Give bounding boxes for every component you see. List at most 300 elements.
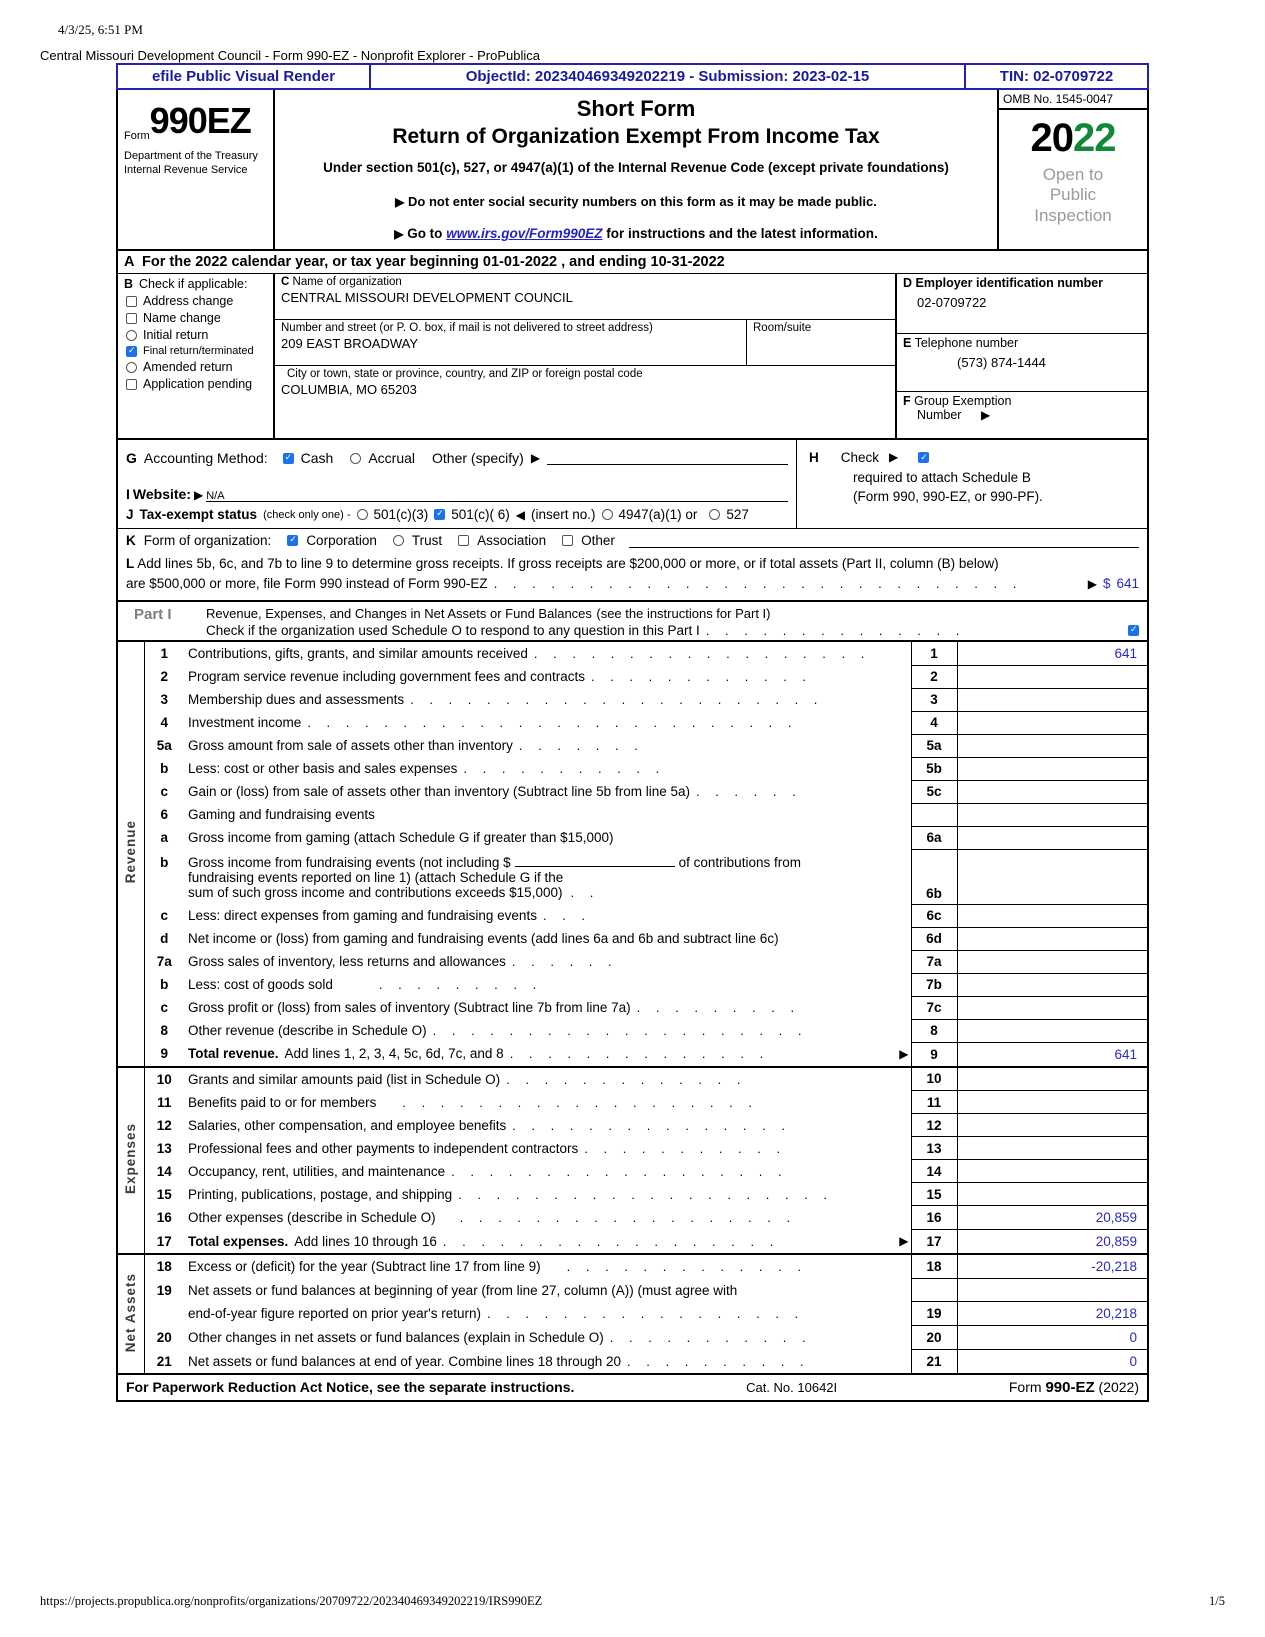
goto-prefix: Go to: [407, 226, 443, 241]
tax-year: [999, 110, 1147, 161]
line-5a-input[interactable]: [957, 734, 1147, 757]
section-b-letter: B: [124, 277, 134, 291]
section-l-line2: are $500,000 or more, file Form 990 instead of Form 990-EZ: [126, 576, 488, 592]
line-19-box: 19: [911, 1302, 957, 1326]
form-subtitle-section: Under section 501(c), 527, or 4947(a)(1) of the Internal Revenue Code (except private foundations): [323, 160, 949, 175]
line-16-amount[interactable]: 20,859: [957, 1206, 1147, 1230]
grp-label-row-2: [903, 408, 1141, 422]
footer-form-bold: 990-EZ: [1045, 1379, 1095, 1396]
address-change-label: Address change: [143, 294, 234, 308]
schedule-o-checkbox[interactable]: [1128, 625, 1139, 636]
table-row: [118, 1019, 1147, 1042]
ein-cell: [897, 274, 1147, 334]
section-h-line2: required to attach Schedule B: [853, 469, 1031, 485]
line-6d-amount[interactable]: [957, 927, 1147, 950]
line-3-desc: [184, 688, 911, 711]
line-6b-text-2: of contributions from: [678, 855, 801, 870]
section-l-dots: . . . . . . . . . . . . . . . . . . . . . . . . . . . .: [493, 576, 1023, 592]
section-ghij-left: [118, 440, 797, 528]
line-5c-desc: [184, 780, 911, 803]
table-row: [118, 803, 1147, 826]
open-to-label: Open to: [1042, 165, 1104, 184]
line-14-dots: . . . . . . . . . . . . . . . . . .: [451, 1163, 788, 1179]
table-row: [118, 1255, 1147, 1279]
form-title-block: [275, 90, 997, 249]
org-association-box[interactable]: [458, 535, 469, 546]
line-18-box: 18: [911, 1255, 957, 1279]
revenue-section: [118, 642, 1147, 1068]
line-2-dots: . . . . . . . . . . . .: [590, 669, 813, 684]
line-6c-no: c: [160, 908, 168, 923]
section-k-letter: K: [126, 533, 136, 548]
table-row: [118, 904, 1147, 927]
line-6b-desc: [184, 849, 911, 904]
part-i-title: Revenue, Expenses, and Changes in Net Assets or Fund Balances: [206, 605, 592, 621]
ein-label-row: [903, 276, 1141, 290]
section-l-value: 641: [1116, 576, 1139, 592]
line-19-box-spacer: [911, 1279, 957, 1302]
status-501c3-box[interactable]: [357, 509, 368, 520]
schedule-o-dots: . . . . . . . . . . . . . .: [705, 622, 966, 638]
cat-number: Cat. No. 10642I: [746, 1380, 838, 1395]
ein-label: Employer identification number: [915, 276, 1104, 290]
line-7b-desc: [184, 973, 911, 996]
line-3-no: 3: [160, 692, 168, 707]
line-8-no: 8: [160, 1023, 168, 1038]
line-6b-text-1: Gross income from fundraising events (not including $: [188, 855, 511, 870]
line-7c-dots: . . . . . . . . .: [636, 1000, 801, 1015]
org-other-input[interactable]: [629, 534, 1139, 548]
tel-label-row: [903, 336, 1141, 350]
line-7b-text: Less: cost of goods sold: [188, 977, 333, 992]
omb-year-block: [997, 90, 1147, 249]
table-row: [118, 1206, 1147, 1230]
triangle-right-icon-2: ▶: [394, 227, 404, 241]
efile-tin: TIN: 02-0709722: [964, 63, 1149, 90]
line-11-desc: [184, 1091, 911, 1114]
triangle-right-icon: ▶: [395, 195, 405, 209]
status-4947a1-label: 4947(a)(1) or: [618, 507, 698, 522]
line-11-text: Benefits paid to or for members: [188, 1094, 377, 1110]
line-6a-input[interactable]: [957, 826, 1147, 849]
section-k-form-of-organization: [118, 529, 1147, 552]
goto-suffix: for instructions and the latest information.: [606, 226, 878, 241]
line-6c-input[interactable]: [957, 904, 1147, 927]
line-6b-inline-input[interactable]: [515, 853, 675, 867]
schedule-o-row: [206, 623, 1139, 638]
part-i-header: [118, 602, 1147, 642]
line-3-dots: . . . . . . . . . . . . . . . . . . . . . .: [410, 692, 824, 707]
open-to-public-inspection: [999, 161, 1147, 232]
tax-year-second-half: 22: [1073, 116, 1116, 160]
line-17-desc: [184, 1230, 911, 1254]
section-h-letter: H: [809, 450, 819, 465]
checkbox-name-change[interactable]: [126, 311, 267, 325]
group-exemption-cell: [897, 392, 1147, 438]
line-7c-text: Gross profit or (loss) from sales of inventory (Subtract line 7b from line 7a): [188, 1000, 631, 1015]
inspection-label: Inspection: [1034, 205, 1112, 225]
line-5a-text: Gross amount from sale of assets other than inventory: [188, 738, 513, 753]
line-5a-dots: . . . . . . .: [518, 738, 644, 753]
line-17-text-rest: Add lines 10 through 16: [294, 1233, 437, 1249]
triangle-right-icon-5: ▶: [193, 488, 204, 502]
line-6a-no: a: [160, 830, 168, 845]
line-18-desc: [184, 1255, 911, 1279]
org-street-value: 209 EAST BROADWAY: [281, 336, 419, 351]
status-501c6-label: 501(c)( 6): [451, 507, 510, 522]
final-return-label: Final return/terminated: [143, 345, 254, 357]
form-note-goto: [283, 226, 989, 241]
line-5c-no: c: [160, 784, 168, 799]
revenue-caption: Revenue: [118, 642, 144, 1066]
name-change-box[interactable]: [126, 313, 137, 324]
line-5a-sublabel: 5a: [911, 734, 957, 757]
form-note-ssn-text: Do not enter social security numbers on this form as it may be made public.: [408, 194, 877, 209]
efile-render-label: efile Public Visual Render: [116, 63, 371, 90]
org-trust-box[interactable]: [393, 535, 404, 546]
org-street-label: Number and street (or P. O. box, if mail is not delivered to street address): [281, 322, 653, 334]
line-15-dots: . . . . . . . . . . . . . . . . . . . .: [458, 1186, 834, 1202]
line-4-desc: [184, 711, 911, 734]
line-17-text-bold: Total expenses.: [188, 1233, 289, 1249]
line-7c-amount[interactable]: [957, 996, 1147, 1019]
table-row: [118, 734, 1147, 757]
org-street-left: [275, 320, 747, 365]
org-room-label: Room/suite: [753, 322, 812, 334]
line-7a-sublabel: 7a: [911, 950, 957, 973]
line-7b-input[interactable]: [957, 973, 1147, 996]
website-value-wrap[interactable]: [206, 486, 788, 502]
line-8-desc: [184, 1019, 911, 1042]
part-i-label: Part I: [134, 605, 172, 623]
line-19-desc-a: Net assets or fund balances at beginning of year (from line 27, column (A)) (must agree with: [188, 1282, 738, 1298]
status-501c3-label: 501(c)(3): [373, 507, 429, 522]
line-12-dots: . . . . . . . . . . . . . . .: [512, 1117, 791, 1133]
org-corporation-label: Corporation: [306, 533, 377, 548]
org-name-cell: [275, 274, 895, 320]
table-row: [118, 1350, 1147, 1374]
table-row: [118, 1279, 1147, 1302]
checkbox-final-return[interactable]: [126, 345, 267, 357]
line-12-no: 12: [156, 1117, 172, 1133]
section-b-checkboxes: [118, 274, 275, 438]
address-change-box[interactable]: [126, 296, 137, 307]
triangle-right-icon-9: ▶: [899, 1234, 909, 1249]
line-2-amount[interactable]: [957, 665, 1147, 688]
line-6b-no: b: [160, 855, 169, 870]
org-name-label-row: [281, 276, 889, 288]
line-10-dots: . . . . . . . . . . . . .: [506, 1071, 747, 1087]
line-11-dots: . . . . . . . . . . . . . . . . . . .: [402, 1094, 758, 1110]
line-5b-dots: . . . . . . . . . . .: [463, 761, 666, 776]
line-9-no: 9: [160, 1046, 168, 1062]
form-body: [116, 90, 1149, 1402]
checkbox-address-change[interactable]: [126, 294, 267, 308]
line-21-desc: [184, 1350, 911, 1374]
line-19-no-blank: [144, 1302, 184, 1326]
section-i-label: Website:: [132, 486, 191, 502]
line-20-dots: . . . . . . . . . . .: [609, 1330, 812, 1345]
table-row: [118, 1326, 1147, 1350]
section-j-letter: J: [126, 507, 134, 522]
table-row: [118, 665, 1147, 688]
line-6d-no: d: [160, 931, 169, 946]
tel-label: Telephone number: [914, 336, 1019, 350]
line-19-amount[interactable]: 20,218: [957, 1302, 1147, 1326]
line-14-box: 14: [911, 1160, 957, 1183]
line-4-dots: . . . . . . . . . . . . . . . . . . . . . . . . . .: [307, 715, 798, 730]
table-row: [118, 1183, 1147, 1206]
line-5b-input[interactable]: [957, 757, 1147, 780]
line-6-amount: [957, 803, 1147, 826]
line-7b-sublabel: 7b: [911, 973, 957, 996]
section-j-tax-exempt-status: [126, 502, 788, 525]
section-def-block: [897, 274, 1147, 438]
final-return-box[interactable]: [126, 346, 137, 357]
line-6a-sublabel: 6a: [911, 826, 957, 849]
section-k-label: Form of organization:: [143, 533, 272, 548]
line-18-amount[interactable]: -20,218: [957, 1255, 1147, 1279]
line-7c-no: c: [160, 1000, 168, 1015]
table-row: [118, 780, 1147, 803]
line-6b-text-3: fundraising events reported on line 1) (attach Schedule G if the: [188, 870, 564, 885]
line-10-box: 10: [911, 1068, 957, 1091]
table-row: [118, 826, 1147, 849]
line-16-dots: . . . . . . . . . . . . . . . . . .: [459, 1210, 797, 1225]
print-doc-title: Central Missouri Development Council - Form 990-EZ - Nonprofit Explorer - ProPublica: [40, 48, 540, 63]
status-4947a1-box[interactable]: [602, 509, 613, 520]
line-1-amount[interactable]: 641: [957, 642, 1147, 666]
print-page-number: 1/5: [1209, 1594, 1225, 1608]
section-b-title: Check if applicable:: [139, 277, 248, 291]
section-c-organization: [275, 274, 897, 438]
line-9-amount[interactable]: 641: [1114, 1046, 1137, 1062]
line-8-amount[interactable]: [957, 1019, 1147, 1042]
section-j-label: Tax-exempt status: [139, 507, 258, 522]
form-title-return: Return of Organization Exempt From Income Tax: [392, 125, 880, 148]
table-row: [118, 1091, 1147, 1114]
line-7a-no: 7a: [156, 954, 172, 969]
browser-print-footer: [40, 1594, 1225, 1609]
line-2-no: 2: [160, 669, 168, 684]
line-21-box: 21: [911, 1350, 957, 1374]
irs-form990ez-link[interactable]: www.irs.gov/Form990EZ: [446, 226, 603, 241]
org-street-cell: [275, 320, 895, 366]
section-l-line1: Add lines 5b, 6c, and 7b to line 9 to determine gross receipts. If gross receipts are $200,000 or more, or if total assets (Part II, column (B) below): [137, 556, 999, 571]
revenue-table: [118, 642, 1147, 1066]
table-row: [118, 1068, 1147, 1091]
section-f-letter: F: [903, 394, 911, 408]
section-g-accounting-method: [126, 446, 788, 468]
line-17-no: 17: [156, 1233, 172, 1249]
line-9-dots: . . . . . . . . . . . . . .: [509, 1046, 770, 1062]
org-name-label: Name of organization: [292, 276, 402, 288]
line-13-box: 13: [911, 1137, 957, 1160]
line-7c-box: 7c: [911, 996, 957, 1019]
line-20-text: Other changes in net assets or fund balances (explain in Schedule O): [188, 1330, 604, 1345]
table-row: [118, 642, 1147, 666]
line-7b-dots: . . . . . . . . .: [378, 977, 543, 992]
table-row: [118, 1114, 1147, 1137]
section-h-check-label: Check: [840, 450, 880, 465]
status-501c6-box[interactable]: [434, 509, 445, 520]
line-10-amount[interactable]: [957, 1068, 1147, 1091]
line-8-box: 8: [911, 1019, 957, 1042]
line-4-box: 4: [911, 711, 957, 734]
line-4-amount[interactable]: [957, 711, 1147, 734]
insert-no-label: (insert no.): [531, 507, 596, 522]
line-12-box: 12: [911, 1114, 957, 1137]
line-11-amount[interactable]: [957, 1091, 1147, 1114]
line-4-text: Investment income: [188, 715, 302, 730]
line-20-desc: [184, 1326, 911, 1350]
line-6b-input[interactable]: [957, 849, 1147, 904]
line-5b-desc: [184, 757, 911, 780]
table-row: [118, 1160, 1147, 1183]
line-10-text: Grants and similar amounts paid (list in Schedule O): [188, 1071, 501, 1087]
line-15-amount[interactable]: [957, 1183, 1147, 1206]
section-c-letter: C: [281, 276, 290, 288]
line-2-box: 2: [911, 665, 957, 688]
org-city-value: COLUMBIA, MO 65203: [281, 382, 417, 397]
line-14-amount[interactable]: [957, 1160, 1147, 1183]
table-row: [118, 849, 1147, 904]
grp-label-row: [903, 394, 1141, 408]
section-a-letter: A: [124, 254, 135, 270]
line-17-dots: . . . . . . . . . . . . . . . . . .: [442, 1233, 780, 1249]
checkbox-amended-return[interactable]: [126, 360, 267, 374]
line-5c-box: 5c: [911, 780, 957, 803]
line-21-no: 21: [156, 1353, 172, 1369]
line-1-no: 1: [160, 645, 168, 661]
line-15-box: 15: [911, 1183, 957, 1206]
line-7a-text: Gross sales of inventory, less returns and allowances: [188, 954, 506, 969]
table-row: [118, 1302, 1147, 1326]
form-footer: [118, 1375, 1147, 1400]
line-17-amount[interactable]: 20,859: [1095, 1234, 1137, 1249]
triangle-right-icon-4: ▶: [530, 451, 541, 465]
triangle-right-icon-8: ▶: [899, 1046, 909, 1061]
section-l-letter: L: [126, 556, 135, 571]
line-7c-desc: [184, 996, 911, 1019]
initial-return-box[interactable]: [126, 330, 137, 341]
section-d-letter: D: [903, 276, 913, 290]
line-7a-input[interactable]: [957, 950, 1147, 973]
line-5b-sublabel: 5b: [911, 757, 957, 780]
line-17-box: 17: [911, 1230, 957, 1254]
status-527-box[interactable]: [709, 509, 720, 520]
grp-label-1: Group Exemption: [914, 394, 1012, 408]
line-12-desc: [184, 1114, 911, 1137]
tel-value: (573) 874-1444: [957, 355, 1046, 370]
line-2-text: Program service revenue including government fees and contracts: [188, 669, 585, 684]
application-pending-box[interactable]: [126, 379, 137, 390]
line-15-no: 15: [156, 1186, 172, 1202]
part-i-title-note: (see the instructions for Part I): [596, 605, 771, 621]
org-other-box[interactable]: [562, 535, 573, 546]
department-line-2: Internal Revenue Service: [124, 163, 248, 176]
efile-object-id: ObjectId: 202340469349202219 - Submission: 2023-02-15: [371, 63, 964, 90]
line-3-amount[interactable]: [957, 688, 1147, 711]
net-assets-section: [118, 1255, 1147, 1375]
amended-return-label: Amended return: [143, 360, 233, 374]
form-note-ssn: [283, 194, 989, 209]
line-10-no: 10: [156, 1071, 172, 1087]
line-18-dots: . . . . . . . . . . . . .: [566, 1259, 807, 1275]
table-row: [118, 996, 1147, 1019]
footer-form-year: (2022): [1094, 1379, 1139, 1395]
ein-value: 02-0709722: [917, 295, 987, 310]
table-row: [118, 1137, 1147, 1160]
schedule-b-checkbox[interactable]: [918, 452, 929, 463]
line-8-dots: . . . . . . . . . . . . . . . . . . . .: [432, 1023, 808, 1038]
line-12-amount[interactable]: [957, 1114, 1147, 1137]
line-13-no: 13: [156, 1140, 172, 1156]
browser-print-header: [40, 0, 1225, 63]
line-4-no: 4: [160, 715, 168, 730]
tax-year-first-half: 20: [1030, 116, 1073, 160]
checkbox-initial-return[interactable]: [126, 328, 267, 342]
org-association-label: Association: [477, 533, 547, 548]
form-word-label: Form: [124, 130, 150, 142]
table-row: [118, 688, 1147, 711]
org-name-value: CENTRAL MISSOURI DEVELOPMENT COUNCIL: [281, 290, 573, 305]
grp-label-2: Number: [917, 408, 962, 422]
line-1-desc: [184, 642, 911, 666]
line-1-text: Contributions, gifts, grants, and similar amounts received: [188, 645, 528, 661]
line-19-amount-spacer: [957, 1279, 1147, 1302]
amended-return-box[interactable]: [126, 362, 137, 373]
line-19-dots: . . . . . . . . . . . . . . . . .: [486, 1306, 805, 1321]
section-bcd-block: [118, 274, 1147, 440]
line-21-amount[interactable]: 0: [1129, 1354, 1137, 1369]
section-e-letter: E: [903, 336, 912, 350]
line-6b-text-4: sum of such gross income and contributions exceeds $15,000): [188, 885, 563, 900]
form-identity-block: [118, 90, 275, 249]
triangle-right-icon-7: ▶: [1087, 577, 1097, 592]
line-6d-desc: Net income or (loss) from gaming and fundraising events (add lines 6a and 6b and subtract line 6c): [188, 931, 779, 946]
section-a-text: For the 2022 calendar year, or tax year beginning 01-01-2022 , and ending 10-31-2022: [142, 254, 725, 270]
line-12-text: Salaries, other compensation, and employee benefits: [188, 1117, 507, 1133]
line-6c-sublabel: 6c: [911, 904, 957, 927]
accounting-accrual-box[interactable]: [350, 453, 361, 464]
line-6b-dots: . .: [570, 885, 600, 900]
line-11-box: 11: [911, 1091, 957, 1114]
line-21-dots: . . . . . . . . . .: [627, 1353, 810, 1369]
accounting-other-input[interactable]: [547, 451, 788, 465]
org-corporation-box[interactable]: [287, 535, 298, 546]
print-url: https://projects.propublica.org/nonprofits/organizations/20709722/202340469349202219/IRS990EZ: [40, 1594, 543, 1608]
section-b-header: [124, 277, 267, 291]
net-assets-table: [118, 1255, 1147, 1373]
line-14-no: 14: [156, 1163, 172, 1179]
line-5c-amount[interactable]: [957, 780, 1147, 803]
line-13-amount[interactable]: [957, 1137, 1147, 1160]
line-7a-dots: . . . . . .: [511, 954, 618, 969]
line-20-amount[interactable]: 0: [957, 1326, 1147, 1350]
checkbox-application-pending[interactable]: [126, 377, 267, 391]
org-room-suite: [747, 320, 895, 365]
omb-number: OMB No. 1545-0047: [999, 90, 1147, 110]
table-row: [118, 973, 1147, 996]
line-6b-sublabel: 6b: [911, 849, 957, 904]
form-footer-id: [1009, 1379, 1139, 1396]
line-14-desc: [184, 1160, 911, 1183]
table-row: [118, 950, 1147, 973]
line-10-desc: [184, 1068, 911, 1091]
accounting-cash-box[interactable]: [283, 453, 294, 464]
line-19-text2: end-of-year figure reported on prior year's return): [188, 1306, 481, 1321]
